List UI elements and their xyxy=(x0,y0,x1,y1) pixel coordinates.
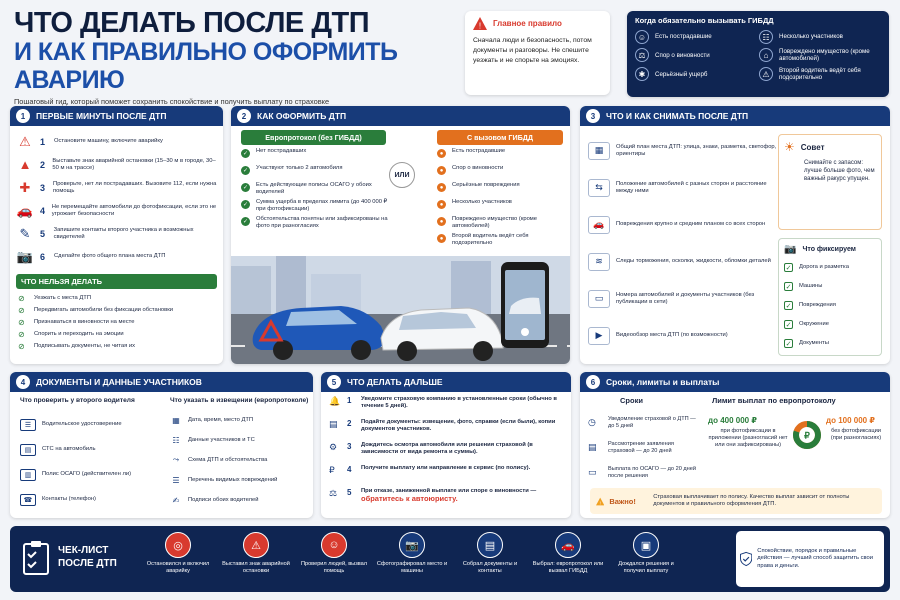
photo-item-text: Следы торможения, осколки, жидкости, обломки деталей xyxy=(616,258,771,264)
checklist-title-1: ЧЕК-ЛИСТ xyxy=(58,545,109,556)
document-icon: ▤ xyxy=(329,419,338,429)
section-number: 2 xyxy=(237,109,251,123)
section-title: КАК ОФОРМИТЬ ДТП xyxy=(257,111,347,121)
person-icon: ☺ xyxy=(635,30,649,44)
gear-icon: ⚙ xyxy=(329,442,338,452)
checklist-step xyxy=(298,532,370,590)
svg-text:!: ! xyxy=(478,21,482,30)
section-number: 3 xyxy=(586,109,600,123)
check-icon: ● xyxy=(437,183,446,192)
term-text: Уведомление страховой о ДТП — до 5 дней xyxy=(608,415,696,429)
photo-item xyxy=(588,206,778,243)
license-plate-icon: ▭ xyxy=(588,290,610,308)
clock-icon: ◷ xyxy=(588,417,596,427)
next-step-text xyxy=(361,419,563,433)
checklist-step-text: Остановился и включил аварийку xyxy=(146,561,210,574)
step-text: Остановите машину, включите аварийку xyxy=(54,138,163,144)
checklist-bar xyxy=(10,526,890,592)
license-icon: ☰ xyxy=(20,419,36,431)
car-icon: 🚗 xyxy=(16,202,34,218)
ruble-symbol: ₽ xyxy=(804,430,810,441)
camera-icon: 📷 xyxy=(16,248,34,264)
condition-text: Участвуют только 2 автомобиля xyxy=(256,165,343,171)
checklist-step-text: Выставил знак аварийной остановки xyxy=(222,561,290,574)
condition-item xyxy=(241,165,391,181)
driver-doc-text: СТС на автомобиль xyxy=(42,446,96,452)
title-line2: И КАК ПРАВИЛЬНО ОФОРМИТЬ АВАРИЮ xyxy=(14,38,398,94)
step-number: 4 xyxy=(40,205,46,216)
condition-text: Нет пострадавших xyxy=(256,148,307,154)
checklist-step-text: Собрал документы и контакты xyxy=(462,561,518,574)
prohibit-icon: ⊘ xyxy=(18,293,25,303)
dont-item-text: Спорить и переходить на эмоции xyxy=(34,330,124,337)
term-text: Рассмотрение заявления страховой — до 20 дней xyxy=(608,440,674,454)
driver-doc-item xyxy=(20,412,170,437)
main-rule-title: Главное правило xyxy=(493,19,562,28)
checklist-step-text: Сфотографировал место и машины xyxy=(376,561,448,574)
fix-item xyxy=(784,296,876,315)
checklist-step-text: Проверил людей, вызвал помощь xyxy=(300,561,368,574)
gibdd-item-text: Несколько участников xyxy=(779,33,843,41)
checkbox-icon: ✓ xyxy=(785,302,792,310)
scheme-icon: ⤳ xyxy=(172,455,180,464)
final-text: Спокойствие, порядок и правильные действия — лучший способ защитить свои права и деньги. xyxy=(757,547,873,569)
check-icon: ● xyxy=(437,200,446,209)
photo-item xyxy=(588,280,778,317)
checkbox-icon: ✓ xyxy=(785,264,792,272)
condition-text: Спор о виновности xyxy=(452,165,504,171)
driver-doc-text: Контакты (телефон) xyxy=(42,496,96,502)
section-title: ПЕРВЫЕ МИНУТЫ ПОСЛЕ ДТП xyxy=(36,111,167,121)
gibdd-item xyxy=(759,30,889,44)
checklist-step-text: Выбрал: европротокол или вызвал ГИБДД xyxy=(532,561,604,574)
next-step-item xyxy=(329,465,563,488)
dont-item-text: Признаваться в виновности на месте xyxy=(34,318,135,325)
dont-do-header: ЧТО НЕЛЬЗЯ ДЕЛАТЬ xyxy=(16,274,217,289)
step-number: 3 xyxy=(40,182,46,193)
fix-item-text: Повреждения xyxy=(799,302,836,308)
europrotocol-header: Европротокол (без ГИБДД) xyxy=(241,130,386,145)
damaged-car-icon: 🚗 xyxy=(588,216,610,234)
condition-text: Есть пострадавшие xyxy=(452,148,506,154)
photo-item-text: Положение автомобилей с разных сторон и расстояние между ними xyxy=(616,180,767,194)
group-icon: ☷ xyxy=(759,30,773,44)
gibdd-box xyxy=(627,11,889,97)
accident-illustration xyxy=(231,256,570,364)
photo-item-text: Видеообзор места ДТП (по возможности) xyxy=(616,332,728,338)
warning-sign-icon: ▲ xyxy=(18,157,32,172)
condition-text: Сумма ущерба в пределах лимита (до 400 000 ₽ при фотофиксации) xyxy=(256,199,388,212)
phone-icon: ☎ xyxy=(20,494,36,506)
title-line1: ЧТО ДЕЛАТЬ ПОСЛЕ ДТП xyxy=(14,7,370,39)
check-icon: ● xyxy=(437,234,446,243)
step-number: 6 xyxy=(40,251,46,262)
dont-item xyxy=(18,304,215,316)
check-icon: ● xyxy=(437,166,446,175)
limit-400: до 400 000 ₽ xyxy=(708,416,757,425)
important-text: Страховая выплачивает по полису. Качество выплат зависит от полноты документов и правильного оформления ДТП. xyxy=(653,493,850,507)
main-rule-text: Сначала люди и безопасность, потом документы и разговоры. Не спешите уезжать и не спорьте на эмоциях. xyxy=(473,37,592,64)
next-step-text-main: При отказе, заниженной выплате или споре о виновности — xyxy=(361,488,537,494)
prohibit-icon: ⊘ xyxy=(18,329,25,339)
next-step-number: 2 xyxy=(347,419,352,428)
next-step-text-main: Дождитесь осмотра автомобиля или решения страховой (в зависимости от вида ремонта и суммы). xyxy=(361,442,533,455)
fix-item-text: Окружение xyxy=(799,321,829,327)
gibdd-item xyxy=(759,48,889,63)
checklist-step xyxy=(220,532,292,590)
next-step-number: 3 xyxy=(347,442,352,451)
section-title: Сроки, лимиты и выплаты xyxy=(606,377,720,387)
prohibit-icon: ⊘ xyxy=(18,341,25,351)
limit-100: до 100 000 ₽ xyxy=(826,416,875,425)
wallet-icon: ▭ xyxy=(588,467,597,477)
condition-text: Серьёзные повреждения xyxy=(452,182,520,188)
dont-item xyxy=(18,316,215,328)
photo-item xyxy=(588,317,778,354)
fix-item xyxy=(784,258,876,277)
gibdd-title: Когда обязательно вызывать ГИБДД xyxy=(635,16,774,25)
condition-item xyxy=(241,148,391,164)
crash-icon: ✱ xyxy=(635,67,649,81)
condition-text: Обстоятельства понятны или зафиксированы на фото при разногласиях xyxy=(256,216,388,229)
step-item xyxy=(16,222,217,245)
two-cars-icon: ⇆ xyxy=(588,179,610,197)
gibdd-item xyxy=(635,67,753,82)
scales-icon: ⚖ xyxy=(635,48,649,62)
bell-icon: 🔔 xyxy=(329,396,341,406)
driver-doc-text: Полис ОСАГО (действителен ли) xyxy=(42,471,131,477)
section-first-minutes xyxy=(10,106,223,364)
policy-icon: ▥ xyxy=(20,469,36,481)
gibdd-item xyxy=(759,67,889,82)
checklist-step xyxy=(376,532,448,590)
camera-icon: 📷 xyxy=(784,244,797,255)
next-step-number: 5 xyxy=(347,488,352,497)
what-we-fix-title: Что фиксируем xyxy=(802,246,856,253)
photo-item xyxy=(588,243,778,280)
next-step-text-main: Уведомите страховую компанию в установленные сроки (обычно в течение 5 дней). xyxy=(361,396,558,409)
checklist-step xyxy=(532,532,604,590)
hazard-icon: ◎ xyxy=(165,532,191,558)
section-number: 1 xyxy=(16,109,30,123)
driver-doc-item xyxy=(20,437,170,462)
calendar-icon: ▦ xyxy=(172,415,180,425)
warning-icon xyxy=(473,17,487,30)
shield-check-icon xyxy=(740,544,752,574)
photo-item-text: Номера автомобилей и документы участников (без публикации в сети) xyxy=(616,291,755,305)
dont-item-text: Подписывать документы, не читая их xyxy=(34,342,135,349)
fix-item-text: Документы xyxy=(799,340,829,346)
check-driver-title: Что проверить у второго водителя xyxy=(20,397,135,404)
section-number: 5 xyxy=(327,375,341,389)
dont-item xyxy=(18,340,215,352)
notice-item xyxy=(170,450,310,470)
term-item xyxy=(588,460,700,485)
section-number: 4 xyxy=(16,375,30,389)
building-icon: ⌂ xyxy=(759,48,773,62)
users-icon: ☷ xyxy=(172,435,180,445)
page-subtitle: Пошаговый гид, который поможет сохранить спокойствие и получить выплату по страховке xyxy=(14,97,330,106)
document-icon: ▤ xyxy=(20,444,36,456)
document-icon: ▤ xyxy=(588,442,597,452)
fix-item xyxy=(784,277,876,296)
lightbulb-icon: ☀ xyxy=(784,140,795,154)
tip-title: Совет xyxy=(800,142,825,152)
step-item xyxy=(16,245,217,268)
checklist-step-text: Дождался решения и получил выплату xyxy=(618,561,674,574)
person-check-icon: ☺ xyxy=(321,532,347,558)
warning-sign-icon: ⚠ xyxy=(243,532,269,558)
next-step-text xyxy=(361,488,563,504)
photo-item-text: Общий план места ДТП: улица, знаки, разметка, светофор, ориентиры xyxy=(616,143,777,157)
step-item xyxy=(16,130,217,153)
tip-text: Снимайте с запасом: лучше больше фото, чем важный ракурс упущен. xyxy=(804,160,875,182)
lawyer-highlight: обратитесь к автоюристу. xyxy=(361,494,458,503)
document-icon: ▤ xyxy=(477,532,503,558)
terms-title: Сроки xyxy=(620,396,643,405)
section-title: ЧТО ДЕЛАТЬ ДАЛЬШЕ xyxy=(347,377,443,387)
important-title: Важно! xyxy=(609,496,636,506)
condition-item xyxy=(241,216,391,232)
step-number: 1 xyxy=(40,136,46,147)
notice-item xyxy=(170,490,310,510)
prohibit-icon: ⊘ xyxy=(18,305,25,315)
checklist-step xyxy=(454,532,526,590)
step-text: Выставьте знак аварийной остановки (15–30 м в городе, 30–50 м на трассе) xyxy=(52,157,216,171)
section-next-steps xyxy=(321,372,571,518)
next-step-number: 1 xyxy=(347,396,352,405)
photo-item-text: Повреждения крупно и средним планом со всех сторон xyxy=(616,221,766,227)
main-rule-box xyxy=(465,11,610,95)
step-number: 5 xyxy=(40,228,46,239)
term-item xyxy=(588,435,700,460)
next-step-item xyxy=(329,419,563,442)
condition-text: Несколько участников xyxy=(452,199,512,205)
gibdd-item-text: Серьёзный ущерб xyxy=(655,70,708,78)
step-item xyxy=(16,199,217,222)
step-item xyxy=(16,153,217,176)
section-number: 6 xyxy=(586,375,600,389)
photo-item xyxy=(588,169,778,206)
step-number: 2 xyxy=(40,159,46,170)
section-documents xyxy=(10,372,313,518)
next-step-text-main: Подайте документы: извещение, фото, справки (если были), копии документов участников. xyxy=(361,419,556,432)
dont-item-text: Передвигать автомобили без фиксации обстановки xyxy=(34,306,173,313)
checkbox-icon: ✓ xyxy=(785,340,792,348)
alert-person-icon: ⚠ xyxy=(759,67,773,81)
next-step-text xyxy=(361,465,530,472)
list-icon: ☰ xyxy=(172,475,180,485)
dont-item xyxy=(18,328,215,340)
gibdd-item-text: Спор о виновности xyxy=(655,51,710,59)
check-icon: ✓ xyxy=(242,185,249,191)
signature-icon: ✍ xyxy=(172,495,180,505)
important-box xyxy=(590,488,882,514)
condition-item xyxy=(241,182,391,198)
warning-icon xyxy=(596,496,604,507)
dont-item-text: Уезжать с места ДТП xyxy=(34,294,91,301)
prohibit-icon: ⊘ xyxy=(18,317,25,327)
next-step-item xyxy=(329,396,563,419)
what-we-fix-box xyxy=(778,238,882,356)
step-text: Запишите контакты второго участника и возможных свидетелей xyxy=(53,226,194,240)
video-icon: ▶ xyxy=(588,327,610,345)
next-step-number: 4 xyxy=(347,465,352,474)
section-what-to-photograph xyxy=(580,106,890,364)
checkbox-icon: ✓ xyxy=(785,321,792,329)
check-icon: ● xyxy=(437,149,446,158)
tip-box xyxy=(778,134,882,230)
pen-icon: ✎ xyxy=(19,225,31,241)
photo-item xyxy=(588,132,778,169)
notice-text: Схема ДТП и обстоятельства xyxy=(188,456,268,463)
gibdd-call-header: С вызовом ГИБДД xyxy=(437,130,563,145)
fix-item-text: Машины xyxy=(799,283,823,289)
gibdd-item-text: Второй водитель ведёт себя подозрительно xyxy=(779,66,861,82)
limit-donut-chart xyxy=(792,420,822,450)
payout-icon: ▣ xyxy=(633,532,659,558)
next-step-text-main: Получите выплату или направление в сервис (по полису). xyxy=(361,465,531,471)
check-icon: ✓ xyxy=(242,151,249,157)
check-icon: ● xyxy=(437,217,446,226)
notice-item xyxy=(170,410,310,430)
notice-text: Перечень видимых повреждений xyxy=(188,476,278,483)
step-text: Сделайте фото общего плана места ДТП xyxy=(54,253,166,259)
limit-100-text: без фотофиксации (при разногласиях) xyxy=(830,428,882,441)
gibdd-item xyxy=(635,48,753,63)
step-item xyxy=(16,176,217,199)
driver-doc-text: Водительское удостоверение xyxy=(42,421,122,427)
driver-doc-item xyxy=(20,462,170,487)
check-icon: ✓ xyxy=(242,219,249,225)
condition-item xyxy=(437,148,565,164)
next-step-text xyxy=(361,396,563,410)
notice-fields-title: Что указать в извещении (европротоколе) xyxy=(170,397,309,404)
step-text: Проверьте, нет ли пострадавших. Вызовите 112, если нужна помощь xyxy=(53,180,217,194)
section-how-to-register xyxy=(231,106,570,364)
step-text: Не перемещайте автомобили до фотофиксации, если это не угрожает безопасности xyxy=(51,203,217,217)
condition-item xyxy=(437,165,565,181)
gibdd-item-text: Повреждено имущество (кроме автомобилей) xyxy=(779,48,870,63)
next-step-item xyxy=(329,442,563,465)
condition-item xyxy=(437,199,565,215)
limit-400-text: при фотофиксации в приложении (разногласий нет или они зафиксированы) xyxy=(708,428,788,448)
condition-text: Второй водитель ведёт себя подозрительно xyxy=(452,233,529,246)
notice-text: Данные участников и ТС xyxy=(188,436,255,443)
next-step-text xyxy=(361,442,563,456)
section-terms-limits xyxy=(580,372,890,518)
condition-item xyxy=(437,233,565,249)
clipboard-icon xyxy=(22,540,50,576)
fix-item xyxy=(784,315,876,334)
driver-doc-item xyxy=(20,487,170,512)
dont-item xyxy=(18,292,215,304)
gibdd-item-text: Есть пострадавшие xyxy=(655,33,712,41)
section-title: ДОКУМЕНТЫ И ДАННЫЕ УЧАСТНИКОВ xyxy=(36,377,202,387)
fix-item xyxy=(784,334,876,353)
map-icon: ▦ xyxy=(588,142,610,160)
first-aid-icon: ✚ xyxy=(19,179,31,195)
condition-item xyxy=(437,216,565,232)
condition-item xyxy=(437,182,565,198)
scales-icon: ⚖ xyxy=(329,488,338,498)
section-title: ЧТО И КАК СНИМАТЬ ПОСЛЕ ДТП xyxy=(606,111,749,121)
money-icon: ₽ xyxy=(329,465,335,475)
condition-text: Повреждено имущество (кроме автомобилей) xyxy=(452,216,538,229)
or-badge: ИЛИ xyxy=(389,162,415,188)
gibdd-item xyxy=(635,30,753,44)
fix-item-text: Дорога и разметка xyxy=(799,264,849,270)
limit-title: Лимит выплат по европротоколу xyxy=(712,396,836,405)
checklist-step xyxy=(610,532,682,590)
check-icon: ✓ xyxy=(242,168,249,174)
svg-text:!: ! xyxy=(599,500,601,506)
camera-icon: 📷 xyxy=(399,532,425,558)
notice-item xyxy=(170,470,310,490)
final-box xyxy=(736,531,884,587)
notice-text: Подписи обоих водителей xyxy=(188,496,259,503)
checklist-step xyxy=(142,532,214,590)
page-title xyxy=(14,8,464,106)
notice-item xyxy=(170,430,310,450)
car-document-icon: 🚗 xyxy=(555,532,581,558)
checkbox-icon: ✓ xyxy=(785,283,792,291)
notice-text: Дата, время, место ДТП xyxy=(188,416,254,423)
checklist-title-2: ПОСЛЕ ДТП xyxy=(58,558,117,569)
condition-item xyxy=(241,199,391,215)
term-item xyxy=(588,410,700,435)
condition-text: Есть действующие полисы ОСАГО у обоих водителей xyxy=(256,182,372,195)
triangle-warning-icon: ⚠ xyxy=(19,133,31,149)
next-step-item xyxy=(329,488,563,511)
term-text: Выплата по ОСАГО — до 20 дней после решения xyxy=(608,465,696,479)
skid-marks-icon: ≋ xyxy=(588,253,610,271)
check-icon: ✓ xyxy=(242,202,249,208)
